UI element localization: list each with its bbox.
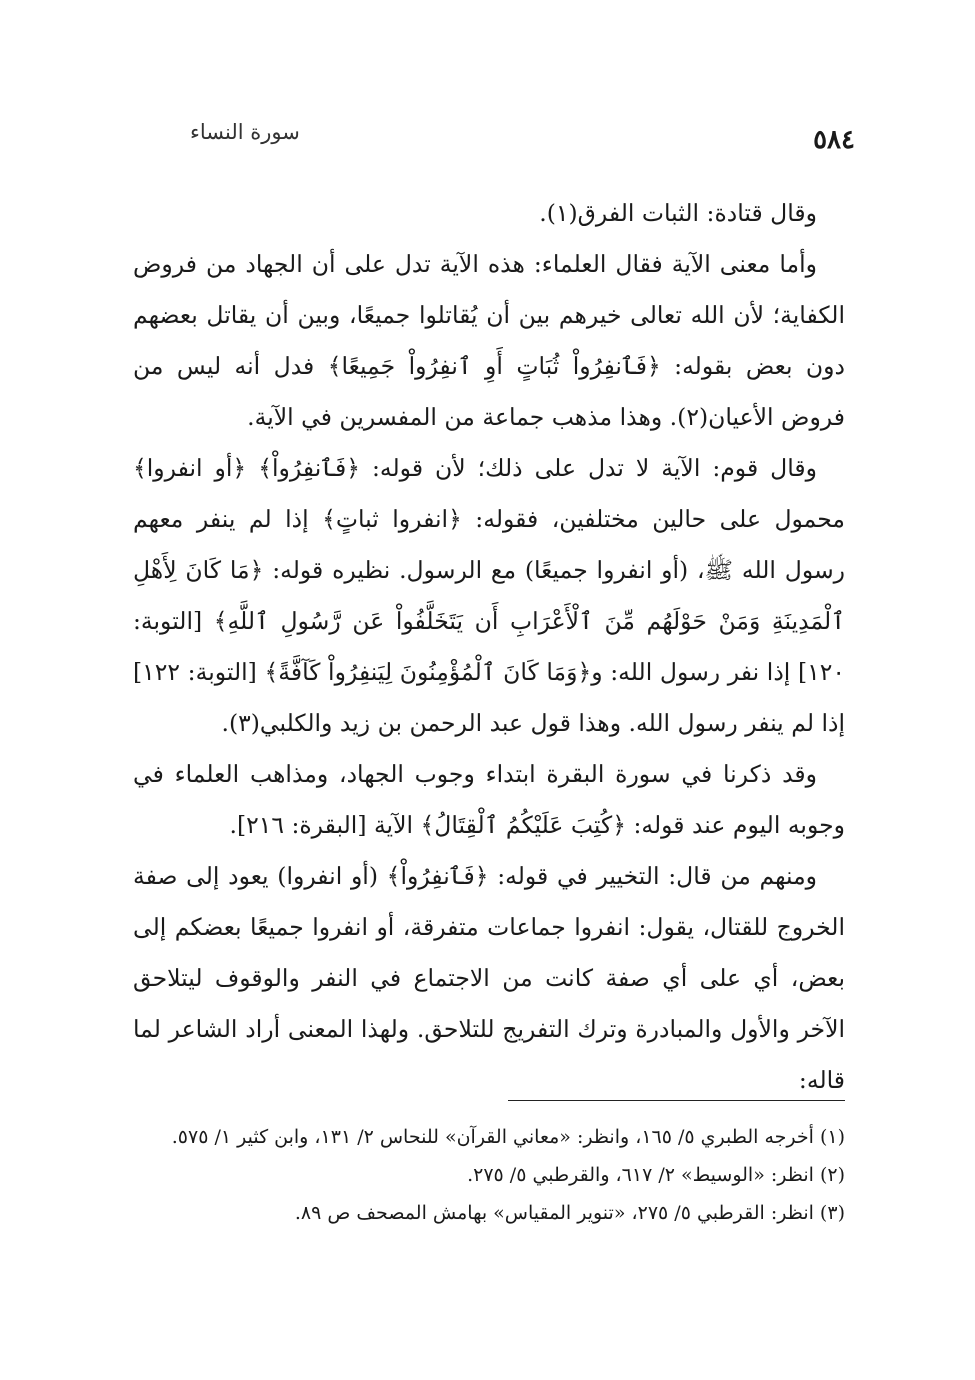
- page-number: ٥٨٤: [813, 125, 855, 155]
- paragraph-2: وأما معنى الآية فقال العلماء: هذه الآية تدل على أن الجهاد من فروض الكفاية؛ لأن الله تعالى خيرهم بين أن يُقاتلوا جميعًا، وبين أن يقاتل بعضهم دون بعض بقوله: ﴿فَٱنفِرُواْ ثُبَاتٍ أَوِ ٱنفِرُواْ جَمِيعًا﴾ فدل أنه ليس من فروض الأعيان(٢). وهذا مذهب جماعة من المفسرين في الآية.: [133, 250, 845, 431]
- paragraph-3: وقال قوم: الآية لا تدل على ذلك؛ لأن قوله: ﴿فَٱنفِرُواْ﴾ ﴿أو انفروا﴾ محمول على حالين مختلفين، فقوله: ﴿انفروا ثباتٍ﴾ إذا لم ينفر معهم رسول الله ﷺ، (أو انفروا جميعًا) مع الرسول. نظيره قوله: ﴿مَا كَانَ لِأَهْلِ ٱلْمَدِينَةِ وَمَنْ حَوْلَهُم مِّنَ ٱلْأَعْرَابِ أَن يَتَخَلَّفُواْ عَن رَّسُولِ ٱللَّهِ﴾ [التوبة: ١٢٠] إذا نفر رسول الله: و﴿وَمَا كَانَ ٱلْمُؤْمِنُونَ لِيَنفِرُواْ كَآفَّةً﴾ [التوبة: ١٢٢] إذا لم ينفر رسول الله. وهذا قول عبد الرحمن بن زيد والكلبي(٣).: [133, 454, 845, 737]
- footnote-divider: [508, 1100, 845, 1101]
- footnote-3: (٣) انظر: القرطبي ٥/ ٢٧٥، «تنوير المقياس» بهامش المصحف ص ٨٩.: [294, 1202, 845, 1224]
- paragraph-5: ومنهم من قال: التخيير في قوله: ﴿فَٱنفِرُواْ﴾ (أو انفروا) يعود إلى صفة الخروج للقتال، يقول: انفروا جماعات متفرقة، أو انفروا جميعًا بعضكم إلى بعض، أي على أي صفة كانت من الاجتماع في النفر والوقوف ليتلاحق الآخر والأول والمبادرة وترك التفريج للتلاحق. ولهذا المعنى أراد الشاعر لما قاله:: [133, 862, 845, 1094]
- paragraph-1: وقال قتادة: الثبات الفرق(١).: [539, 199, 817, 227]
- paragraph-4: وقد ذكرنا في سورة البقرة ابتداء وجوب الجهاد، ومذاهب العلماء في وجوبه اليوم عند قوله: ﴿كُتِبَ عَلَيْكُمُ ٱلْقِتَالُ﴾ الآية [البقرة: ٢١٦].: [133, 760, 845, 839]
- main-text: [133, 188, 845, 1106]
- running-title: سورة النساء: [190, 120, 300, 144]
- footnotes: [133, 1118, 845, 1232]
- footnote-2: (٢) انظر: «الوسيط» ٢/ ٦١٧، والقرطبي ٥/ ٢٧٥.: [467, 1164, 845, 1186]
- footnote-1: (١) أخرجه الطبري ٥/ ١٦٥، وانظر: «معاني القرآن» للنحاس ٢/ ١٣١، وابن كثير ١/ ٥٧٥.: [171, 1126, 845, 1148]
- page-header: [120, 115, 855, 155]
